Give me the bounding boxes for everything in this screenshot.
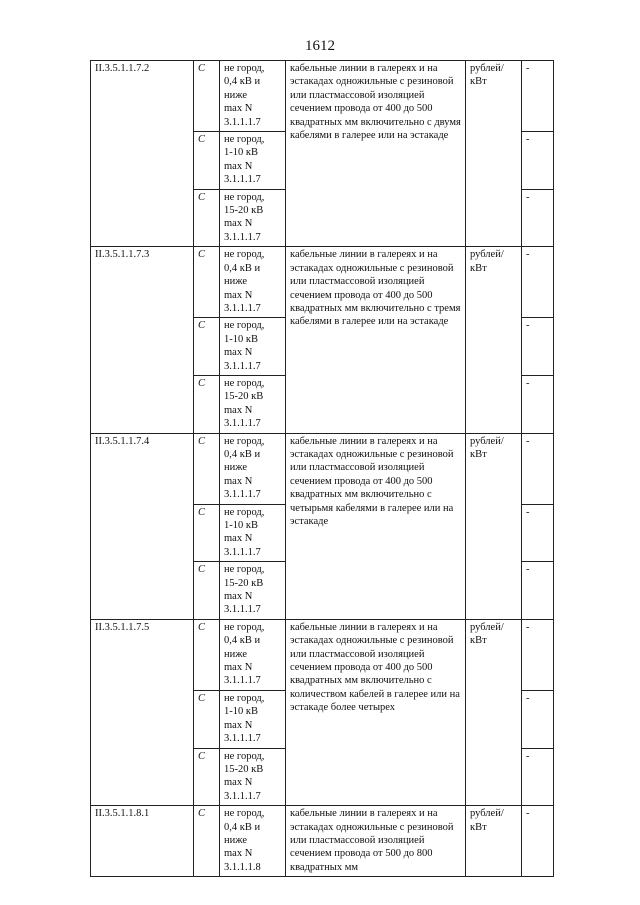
condition-cell: не город, 0,4 кВ и ниже max N 3.1.1.1.7 [220,61,286,132]
table-row [91,247,554,318]
unit-cell: рублей/ кВт [466,806,522,877]
description-cell: кабельные линии в галереях и на эстакадах одножильные с резиновой или пластмассовой изоляцией сечением провода от 400 до 500 квадратных мм включительно с четырьмя кабелями в галерее или на эстакаде [286,433,466,619]
category-cell: C [194,132,220,190]
category-cell: C [194,806,220,877]
table-row [91,433,554,504]
value-cell: - [522,690,554,748]
condition-cell: не город, 1-10 кВ max N 3.1.1.1.7 [220,318,286,376]
category-cell: C [194,433,220,504]
value-cell: - [522,318,554,376]
page-number: 1612 [305,38,335,54]
value-cell: - [522,748,554,806]
condition-cell: не город, 15-20 кВ max N 3.1.1.1.7 [220,375,286,433]
item-code: II.3.5.1.1.7.5 [91,619,194,805]
item-code: II.3.5.1.1.7.2 [91,61,194,247]
value-cell: - [522,562,554,620]
value-cell: - [522,433,554,504]
value-cell: - [522,806,554,877]
condition-cell: не город, 1-10 кВ max N 3.1.1.1.7 [220,132,286,190]
item-code: II.3.5.1.1.8.1 [91,806,194,877]
tariff-table [90,60,554,877]
value-cell: - [522,61,554,132]
category-cell: C [194,562,220,620]
category-cell: C [194,748,220,806]
value-cell: - [522,504,554,562]
condition-cell: не город, 0,4 кВ и ниже max N 3.1.1.1.7 [220,433,286,504]
table-row [91,619,554,690]
condition-cell: не город, 1-10 кВ max N 3.1.1.1.7 [220,690,286,748]
item-code: II.3.5.1.1.7.4 [91,433,194,619]
condition-cell: не город, 0,4 кВ и ниже max N 3.1.1.1.8 [220,806,286,877]
category-cell: C [194,61,220,132]
unit-cell: рублей/ кВт [466,247,522,433]
category-cell: C [194,504,220,562]
condition-cell: не город, 1-10 кВ max N 3.1.1.1.7 [220,504,286,562]
condition-cell: не город, 0,4 кВ и ниже max N 3.1.1.1.7 [220,619,286,690]
condition-cell: не город, 15-20 кВ max N 3.1.1.1.7 [220,748,286,806]
unit-cell: рублей/ кВт [466,619,522,805]
value-cell: - [522,375,554,433]
description-cell: кабельные линии в галереях и на эстакадах одножильные с резиновой или пластмассовой изоляцией сечением провода от 400 до 500 квадратных мм включительно с тремя кабелями в галерее или на эстакаде [286,247,466,433]
item-code: II.3.5.1.1.7.3 [91,247,194,433]
value-cell: - [522,247,554,318]
unit-cell: рублей/ кВт [466,433,522,619]
value-cell: - [522,132,554,190]
table-row [91,61,554,132]
condition-cell: не город, 15-20 кВ max N 3.1.1.1.7 [220,562,286,620]
unit-cell: рублей/ кВт [466,61,522,247]
category-cell: C [194,375,220,433]
description-cell: кабельные линии в галереях и на эстакадах одножильные с резиновой или пластмассовой изоляцией сечением провода от 400 до 500 квадратных мм включительно с количеством кабелей в галерее или на эстакаде более четырех [286,619,466,805]
value-cell: - [522,619,554,690]
description-cell: кабельные линии в галереях и на эстакадах одножильные с резиновой или пластмассовой изоляцией сечением провода от 400 до 500 квадратных мм включительно с двумя кабелями в галерее или на эстакаде [286,61,466,247]
category-cell: C [194,189,220,247]
value-cell: - [522,189,554,247]
condition-cell: не город, 15-20 кВ max N 3.1.1.1.7 [220,189,286,247]
condition-cell: не город, 0,4 кВ и ниже max N 3.1.1.1.7 [220,247,286,318]
category-cell: C [194,318,220,376]
table-row [91,806,554,877]
description-cell: кабельные линии в галереях и на эстакадах одножильные с резиновой или пластмассовой изоляцией сечением провода от 500 до 800 квадратных мм [286,806,466,877]
category-cell: C [194,690,220,748]
category-cell: C [194,247,220,318]
category-cell: C [194,619,220,690]
